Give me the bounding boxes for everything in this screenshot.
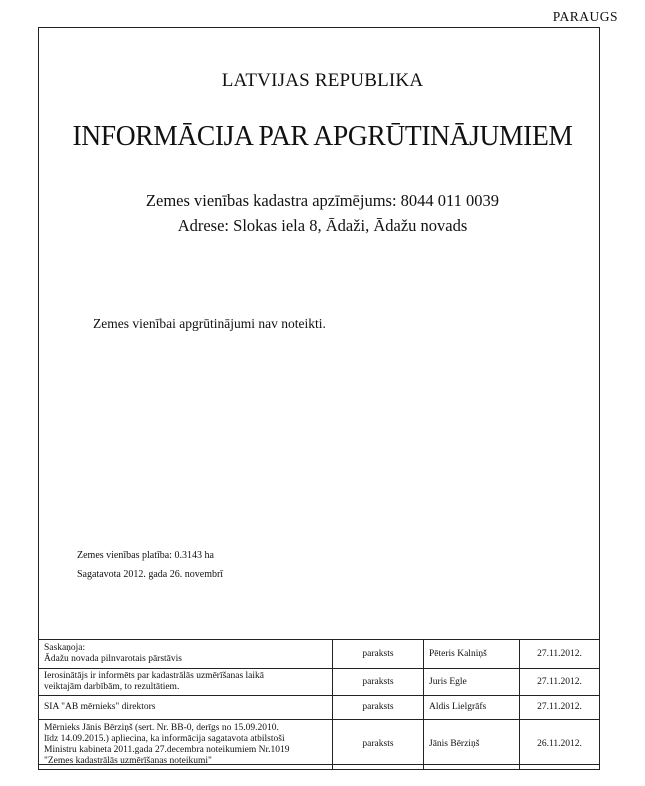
signature-row <box>39 669 600 696</box>
signer-role <box>39 696 333 720</box>
signer-role <box>39 640 333 669</box>
cadastre-designation: Zemes vienības kadastra apzīmējums: 8044 011 0039 <box>145 191 500 210</box>
land-area: Zemes vienības platība: 0.3143 ha <box>77 550 214 561</box>
signature-table <box>38 639 600 770</box>
signature-date: 27.11.2012. <box>520 640 600 669</box>
sample-stamp: PARAUGS <box>552 9 618 24</box>
role-line: Ierosinātājs ir informēts par kadastrālās uzmērīšanas laikā <box>44 671 264 681</box>
encumbrance-statement: Zemes vienībai apgrūtinājumi nav noteikti. <box>93 316 326 331</box>
signature-label: paraksts <box>333 669 424 696</box>
signature-label: paraksts <box>333 640 424 669</box>
role-line: veiktajām darbībām, to rezultātiem. <box>44 682 180 692</box>
prepared-date: Sagatavota 2012. gada 26. novembrī <box>77 569 224 580</box>
role-line: "Zemes kadastrālās uzmērīšanas noteikumi" <box>44 755 212 766</box>
country-heading: LATVIJAS REPUBLIKA <box>221 70 424 91</box>
signature-row <box>39 720 600 770</box>
role-line: Mērnieks Jānis Bērziņš (sert. Nr. BB-0, derīgs no 15.09.2010. <box>44 722 279 733</box>
signer-role <box>39 669 333 696</box>
signer-role <box>39 720 333 770</box>
role-line: SIA "AB mērnieks" direktors <box>44 702 156 712</box>
role-line: līdz 14.09.2015.) apliecina, ka informācija sagatavota atbilstoši <box>44 733 285 744</box>
document-title: INFORMĀCIJA PAR APGRŪTINĀJUMIEM <box>72 120 573 152</box>
signature-label: paraksts <box>333 696 424 720</box>
signature-row <box>39 696 600 720</box>
signer-name: Jānis Bērziņš <box>424 720 520 770</box>
signature-label: paraksts <box>333 720 424 770</box>
signer-name: Pēteris Kalniņš <box>424 640 520 669</box>
signature-date: 27.11.2012. <box>520 696 600 720</box>
signer-name: Aldis Lielgrāfs <box>424 696 520 720</box>
role-line: Ministru kabineta 2011.gada 27.decembra noteikumiem Nr.1019 <box>44 744 290 755</box>
signature-date: 26.11.2012. <box>520 720 600 770</box>
signature-row <box>39 640 600 669</box>
signer-name: Juris Egle <box>424 669 520 696</box>
role-line: Ādažu novada pilnvarotais pārstāvis <box>44 654 182 664</box>
role-line: Saskaņoja: <box>44 643 86 653</box>
signature-date: 27.11.2012. <box>520 669 600 696</box>
property-address: Adrese: Slokas iela 8, Ādaži, Ādažu novads <box>177 216 468 235</box>
